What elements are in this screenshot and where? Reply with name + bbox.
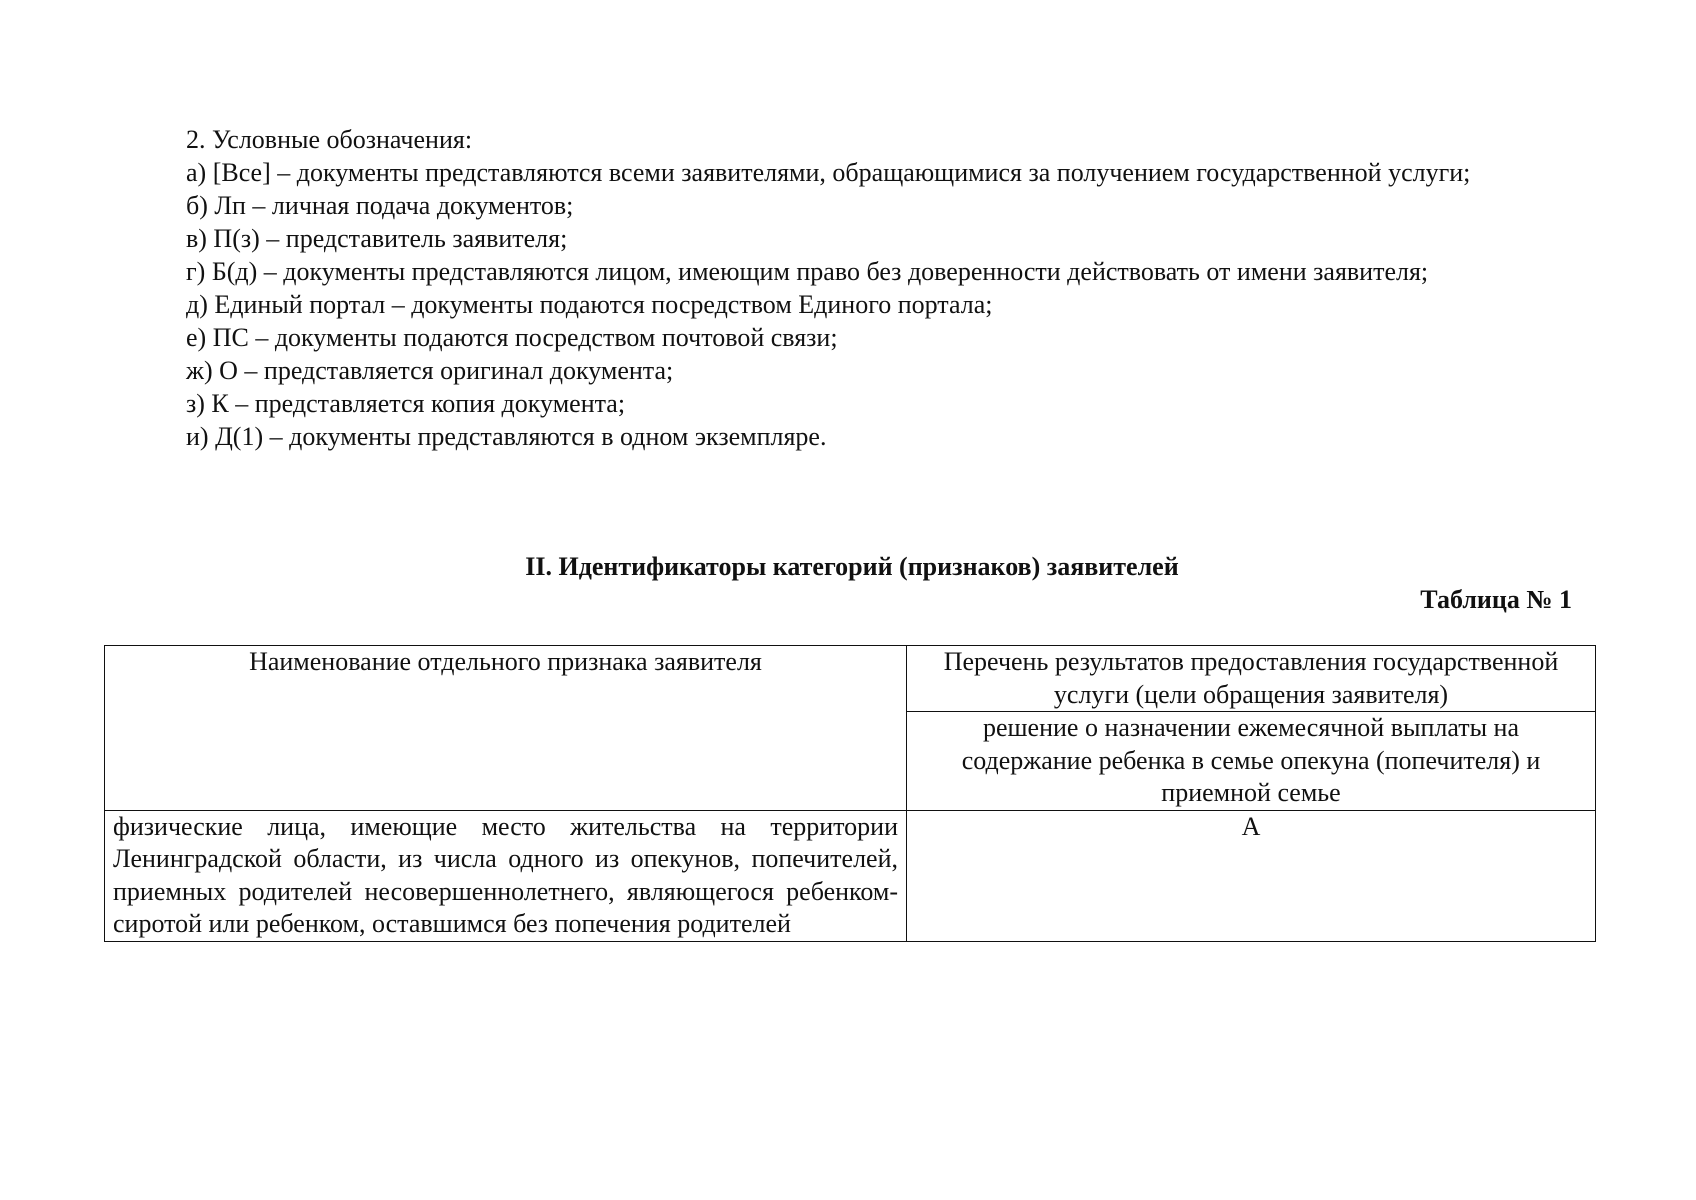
section-title: II. Идентификаторы категорий (признаков) заявителей	[525, 552, 1179, 581]
header-category-name: Наименование отдельного признака заявителя	[105, 646, 907, 811]
legend-item-e: е) ПС – документы подаются посредством почтовой связи;	[186, 323, 838, 352]
legend-item-zh: ж) О – представляется оригинал документа;	[186, 356, 674, 385]
table-header-row	[105, 646, 1596, 712]
legend-item-d: д) Единый портал – документы подаются посредством Единого портала;	[186, 290, 993, 319]
legend-item-g: г) Б(д) – документы представляются лицом, имеющим право без доверенности действовать от имени заявителя;	[186, 257, 1429, 286]
applicant-categories-table	[104, 645, 1596, 942]
table-number-label: Таблица № 1	[1420, 585, 1572, 614]
legend-heading: 2. Условные обозначения:	[186, 125, 473, 154]
legend-item-b: б) Лп – личная подача документов;	[186, 191, 574, 220]
legend-item-z: з) К – представляется копия документа;	[186, 389, 626, 418]
legend-notes	[114, 123, 1590, 453]
legend-item-v: в) П(з) – представитель заявителя;	[186, 224, 568, 253]
legend-item-a: а) [Все] – документы представляются всеми заявителями, обращающимися за получением государственной услуги;	[186, 158, 1471, 187]
table-row	[105, 810, 1596, 941]
applicant-category-cell: физические лица, имеющие место жительства на территории Ленинградской области, из числа одного из опекунов, попечителей, приемных родителей несовершеннолетнего, являющегося ребенком-сиротой или ребенком, оставшимся без попечения родителей	[105, 810, 907, 941]
result-option-1: решение о назначении ежемесячной выплаты на содержание ребенка в семье опекуна (попечителя) и приемной семье	[907, 712, 1596, 811]
header-results-list: Перечень результатов предоставления государственной услуги (цели обращения заявителя)	[907, 646, 1596, 712]
legend-item-i: и) Д(1) – документы представляются в одном экземпляре.	[186, 422, 827, 451]
category-identifier-cell: А	[907, 810, 1596, 941]
